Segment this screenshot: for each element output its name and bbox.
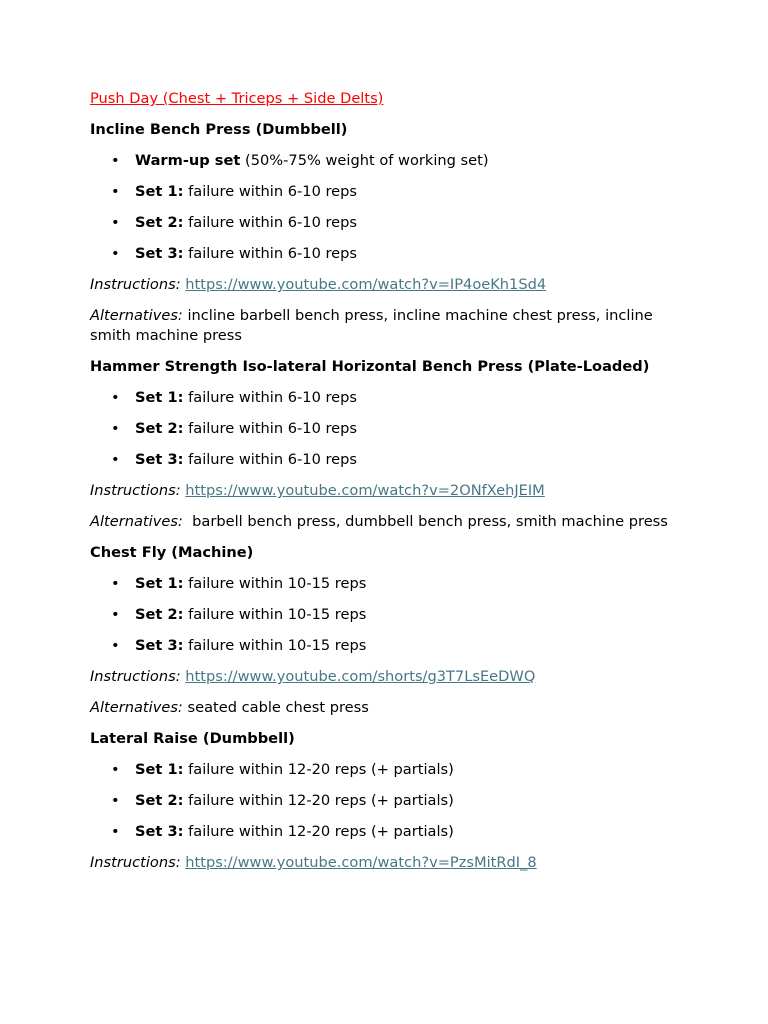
set-item bbox=[90, 151, 690, 171]
bullet-icon: • bbox=[111, 761, 120, 778]
set-label: Set 2: bbox=[135, 606, 184, 623]
exercise-section bbox=[90, 357, 690, 532]
set-item bbox=[90, 760, 690, 780]
set-list bbox=[90, 574, 690, 656]
alternatives-label: Alternatives: bbox=[90, 307, 183, 324]
alternatives-text: barbell bench press, dumbbell bench press, smith machine press bbox=[192, 513, 668, 530]
set-item bbox=[90, 182, 690, 202]
instructions-label: Instructions: bbox=[90, 854, 181, 871]
set-list bbox=[90, 151, 690, 264]
set-item bbox=[90, 791, 690, 811]
set-label: Set 3: bbox=[135, 823, 184, 840]
set-label: Set 3: bbox=[135, 451, 184, 468]
set-text: failure within 10-15 reps bbox=[183, 637, 367, 654]
set-text: failure within 10-15 reps bbox=[183, 606, 367, 623]
instructions-link[interactable]: https://www.youtube.com/watch?v=IP4oeKh1Sd4 bbox=[185, 276, 547, 293]
set-text: failure within 6-10 reps bbox=[183, 451, 358, 468]
set-label: Set 1: bbox=[135, 761, 184, 778]
bullet-icon: • bbox=[111, 152, 120, 169]
set-text: failure within 10-15 reps bbox=[183, 575, 367, 592]
bullet-icon: • bbox=[111, 451, 120, 468]
set-item bbox=[90, 419, 690, 439]
instructions-line bbox=[90, 481, 690, 501]
set-label: Set 1: bbox=[135, 575, 184, 592]
instructions-label: Instructions: bbox=[90, 276, 181, 293]
set-label: Set 2: bbox=[135, 792, 184, 809]
instructions-line bbox=[90, 275, 690, 295]
alternatives-label: Alternatives: bbox=[90, 699, 183, 716]
set-text: failure within 6-10 reps bbox=[183, 420, 358, 437]
bullet-icon: • bbox=[111, 606, 120, 623]
set-text: failure within 12-20 reps (+ partials) bbox=[183, 761, 454, 778]
set-text: failure within 12-20 reps (+ partials) bbox=[183, 792, 454, 809]
alternatives-line bbox=[90, 512, 690, 532]
set-label: Set 2: bbox=[135, 214, 184, 231]
set-item bbox=[90, 213, 690, 233]
set-label: Set 3: bbox=[135, 637, 184, 654]
set-label: Set 1: bbox=[135, 183, 184, 200]
bullet-icon: • bbox=[111, 214, 120, 231]
alternatives-text: incline barbell bench press, incline machine chest press, incline smith machine press bbox=[90, 307, 653, 344]
set-label: Set 3: bbox=[135, 245, 184, 262]
set-item bbox=[90, 636, 690, 656]
exercise-heading: Hammer Strength Iso-lateral Horizontal Bench Press (Plate-Loaded) bbox=[90, 358, 650, 375]
instructions-link[interactable]: https://www.youtube.com/shorts/g3T7LsEeDWQ bbox=[185, 668, 536, 685]
exercise-heading: Chest Fly (Machine) bbox=[90, 544, 254, 561]
set-list bbox=[90, 388, 690, 470]
exercise-section bbox=[90, 729, 690, 873]
set-text: failure within 6-10 reps bbox=[183, 214, 358, 231]
exercise-section bbox=[90, 543, 690, 718]
bullet-icon: • bbox=[111, 575, 120, 592]
alternatives-line bbox=[90, 306, 690, 346]
instructions-line bbox=[90, 667, 690, 687]
instructions-label: Instructions: bbox=[90, 668, 181, 685]
bullet-icon: • bbox=[111, 823, 120, 840]
set-label: Warm-up set bbox=[135, 152, 241, 169]
document-page bbox=[90, 89, 690, 884]
set-label: Set 2: bbox=[135, 420, 184, 437]
set-item bbox=[90, 574, 690, 594]
set-item bbox=[90, 450, 690, 470]
set-item bbox=[90, 822, 690, 842]
page-title[interactable]: Push Day (Chest + Triceps + Side Delts) bbox=[90, 90, 384, 107]
instructions-label: Instructions: bbox=[90, 482, 181, 499]
bullet-icon: • bbox=[111, 245, 120, 262]
alternatives-text: seated cable chest press bbox=[187, 699, 369, 716]
bullet-icon: • bbox=[111, 183, 120, 200]
set-text: failure within 6-10 reps bbox=[183, 389, 358, 406]
instructions-link[interactable]: https://www.youtube.com/watch?v=2ONfXehJEIM bbox=[185, 482, 545, 499]
bullet-icon: • bbox=[111, 389, 120, 406]
set-item bbox=[90, 605, 690, 625]
exercise-heading: Incline Bench Press (Dumbbell) bbox=[90, 121, 348, 138]
exercise-section bbox=[90, 120, 690, 346]
bullet-icon: • bbox=[111, 637, 120, 654]
set-item bbox=[90, 244, 690, 264]
bullet-icon: • bbox=[111, 420, 120, 437]
set-label: Set 1: bbox=[135, 389, 184, 406]
alternatives-label: Alternatives: bbox=[90, 513, 183, 530]
set-text: failure within 6-10 reps bbox=[183, 183, 358, 200]
set-list bbox=[90, 760, 690, 842]
set-text: (50%-75% weight of working set) bbox=[240, 152, 489, 169]
bullet-icon: • bbox=[111, 792, 120, 809]
instructions-link[interactable]: https://www.youtube.com/watch?v=PzsMitRdI_8 bbox=[185, 854, 537, 871]
set-item bbox=[90, 388, 690, 408]
alternatives-line bbox=[90, 698, 690, 718]
set-text: failure within 6-10 reps bbox=[183, 245, 358, 262]
exercise-heading: Lateral Raise (Dumbbell) bbox=[90, 730, 295, 747]
instructions-line bbox=[90, 853, 690, 873]
set-text: failure within 12-20 reps (+ partials) bbox=[183, 823, 454, 840]
